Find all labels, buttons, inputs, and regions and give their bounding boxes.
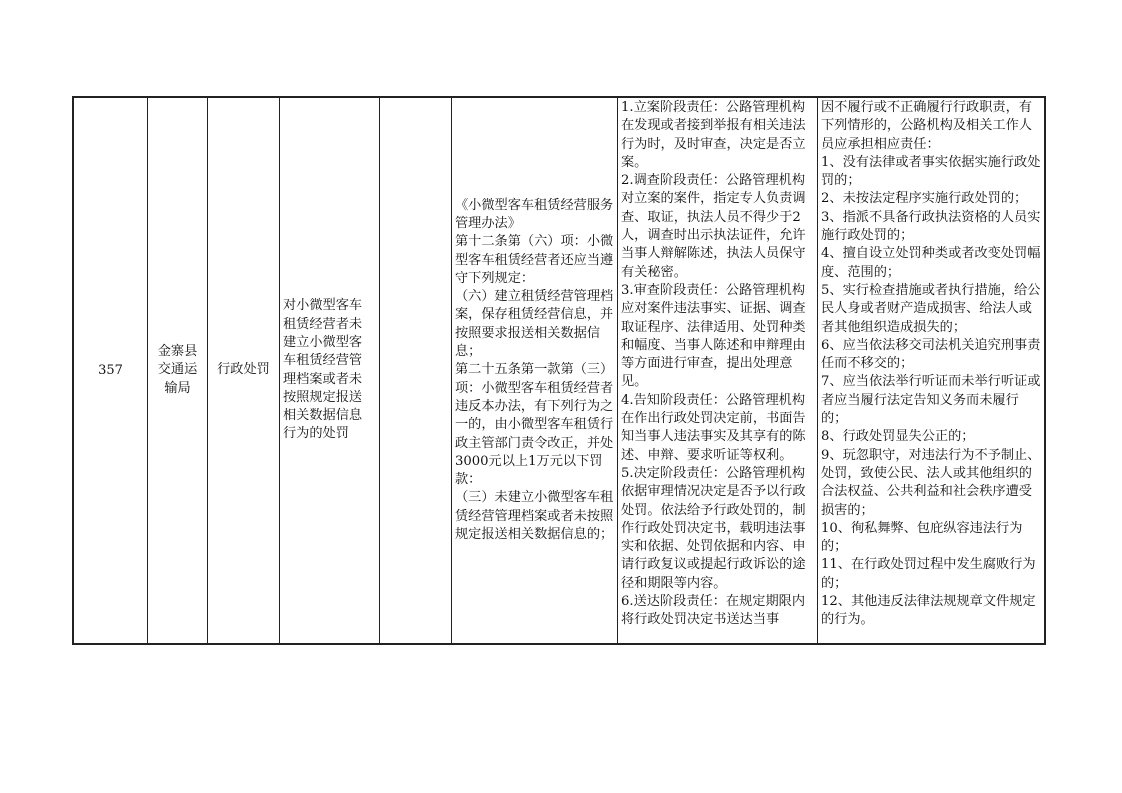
cell-category — [208, 98, 280, 643]
responsibility-item: 1.立案阶段责任：公路管理机构在发现或者接到举报有相关违法行为时，及时审查，决定是否立案。 — [621, 100, 806, 170]
responsibility-item: 5.决定阶段责任：公路管理机构依据审理情况决定是否予以行政处罚。依法给予行政处罚的，制作行政处罚决定书，载明违法事实和依据、处罚依据和内容、申请行政复议或提起行政诉讼的途径和期限等内容。 — [621, 465, 806, 591]
accountability-item: 8、行政处罚显失公正的； — [821, 429, 975, 445]
accountability-item: 12、其他违反法律法规规章文件规定的行为。 — [821, 594, 1036, 628]
power-category: 行政处罚 — [217, 362, 270, 378]
responsibility-item: 2.调查阶段责任：公路管理机构对立案的案件，指定专人负责调查、取证，执法人员不得少于2人，调查时出示执法证件，允许当事人辩解陈述，执法人员保守有关秘密。 — [621, 173, 806, 280]
accountability-item: 因不履行或不正确履行行政职责，有下列情形的，公路机构及相关工作人员应承担相应责任： — [821, 100, 1032, 152]
basis-text — [455, 197, 614, 545]
basis-paragraph: 第二十五条第一款第（三）项：小微型客车租赁经营者违反本办法，有下列行为之一的，由小微型客车租赁行政主管部门责令改正，并处3000元以上1万元以下罚款： — [455, 362, 614, 488]
cell-item-name — [280, 98, 380, 643]
row-number: 357 — [98, 363, 123, 378]
basis-paragraph: （三）未建立小微型客车租赁经营管理档案或者未按照规定报送相关数据信息的； — [455, 490, 614, 543]
item-name: 对小微型客车租赁经营者未建立小微型客车租赁经营管理档案或者未按照规定报送相关数据信息行为的处罚 — [283, 298, 363, 442]
cell-responsibilities — [618, 98, 818, 643]
cell-number — [74, 98, 148, 643]
accountability-item: 3、指派不具备行政执法资格的人员实施行政处罚的； — [821, 209, 1041, 244]
accountability-item: 11、在行政处罚过程中发生腐败行为的； — [821, 557, 1036, 591]
accountability-item: 9、玩忽职守，对违法行为不予制止、处罚，致使公民、法人或其他组织的合法权益、公共利益和社会秩序遭受损害的； — [821, 447, 1041, 518]
power-list-table — [72, 96, 1046, 645]
basis-paragraph: 《小微型客车租赁经营服务管理办法》 — [455, 197, 614, 231]
cell-basis — [452, 98, 618, 643]
accountability-item: 10、徇私舞弊、包庇纵容违法行为的； — [821, 520, 1023, 555]
accountability-item: 5、实行检查措施或者执行措施，给公民人身或者财产造成损害、给法人或者其他组织造成损失的； — [821, 282, 1041, 335]
department-name: 金寨县交通运输局 — [157, 344, 198, 396]
responsibility-item: 3.审查阶段责任：公路管理机构应对案件违法事实、证据、调查取证程序、法律适用、处罚种类和幅度、当事人陈述和申辩理由等方面进行审查，提出处理意见。 — [621, 282, 806, 390]
accountability-item: 4、擅自设立处罚种类或者改变处罚幅度、范围的； — [821, 246, 1041, 280]
accountability-item: 7、应当依法举行听证而未举行听证或者应当履行法定告知义务而未履行的； — [821, 374, 1041, 427]
accountability-item: 6、应当依法移交司法机关追究刑事责任而不移交的； — [821, 337, 1041, 372]
cell-department — [148, 98, 208, 643]
cell-sub-item — [380, 98, 452, 643]
cell-accountability — [818, 98, 1044, 643]
accountability-item: 2、未按法定程序实施行政处罚的； — [821, 191, 1028, 207]
accountability-item: 1、没有法律或者事实依据实施行政处罚的； — [821, 154, 1041, 189]
responsibility-item: 6.送达阶段责任：在规定期限内将行政处罚决定书送达当事 — [621, 594, 806, 628]
basis-paragraph: 第十二条第（六）项：小微型客车租赁经营者还应当遵守下列规定： — [455, 234, 614, 286]
responsibility-item: 4.告知阶段责任：公路管理机构在作出行政处罚决定前，书面告知当事人违法事实及其享有的陈述、申辩、要求听证等权利。 — [621, 392, 806, 463]
basis-paragraph: （六）建立租赁经营管理档案，保存租赁经营信息，并按照要求报送相关数据信息； — [455, 289, 614, 360]
